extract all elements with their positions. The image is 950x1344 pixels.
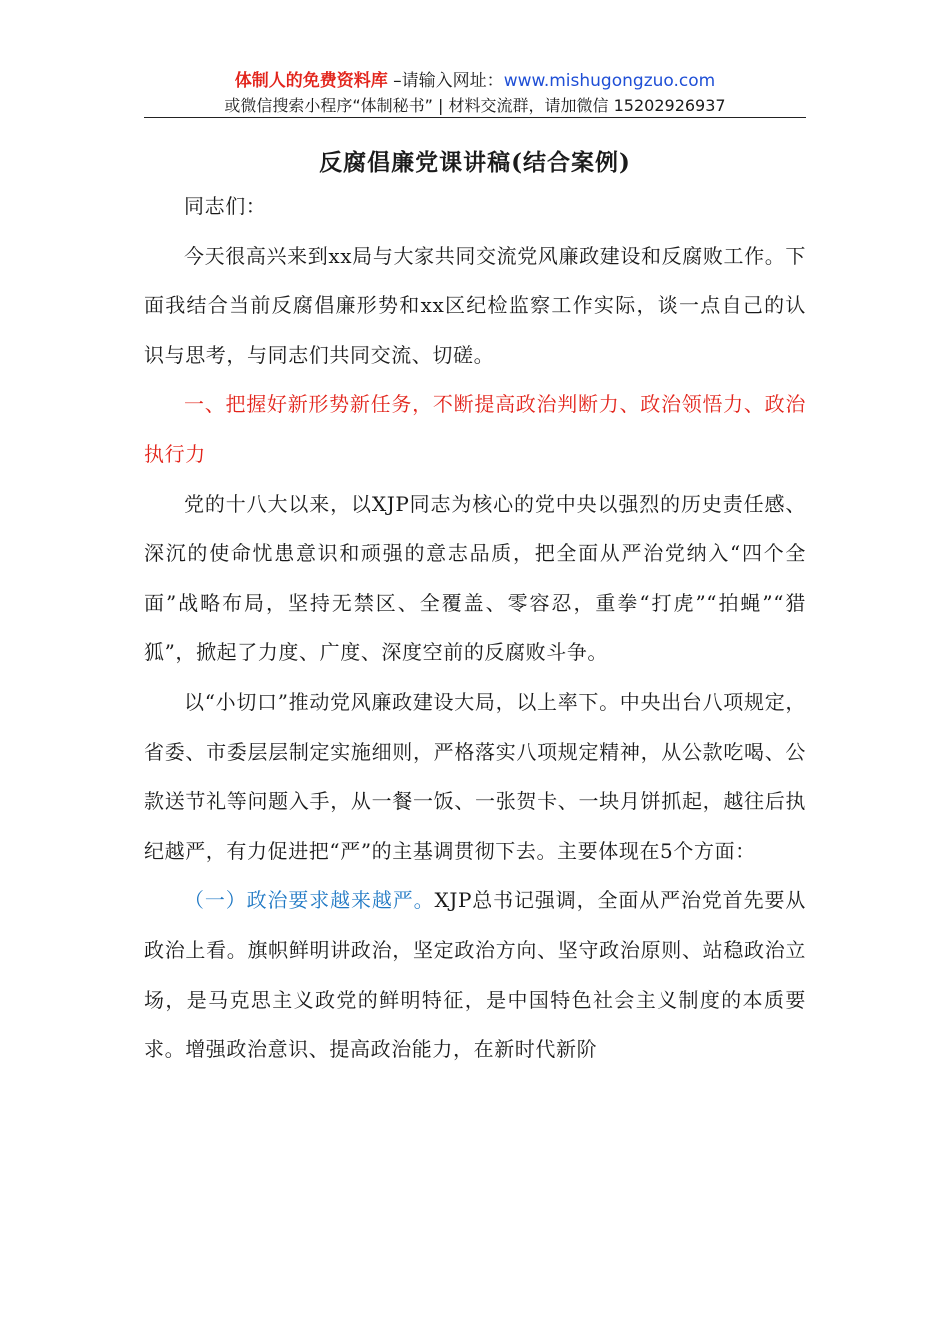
header-site-name: 体制人的免费资料库	[234, 71, 388, 91]
paragraph-1: 党的十八大以来，以XJP同志为核心的党中央以强烈的历史责任感、深沉的使命忧患意识和顽强的意志品质，把全面从严治党纳入“四个全面”战略布局，坚持无禁区、全覆盖、零容忍，重拳“打虎”“拍蝇”“猎狐”，掀起了力度、广度、深度空前的反腐败斗争。	[144, 491, 806, 665]
subsection-1-paragraph	[144, 876, 806, 1074]
document-title: 反腐倡廉党课讲稿(结合案例)	[319, 149, 631, 176]
header-line-1	[144, 68, 806, 94]
subsection-1-text: XJP总书记强调，全面从严治党首先要从政治上看。旗帜鲜明讲政治，坚定政治方向、坚守政治原则、站稳政治立场，是马克思主义政党的鲜明特征，是中国特色社会主义制度的本质要求。增强政治意识、提高政治能力，在新时代新阶	[144, 888, 806, 1062]
intro-paragraph: 今天很高兴来到xx局与大家共同交流党风廉政建设和反腐败工作。下面我结合当前反腐倡廉形势和xx区纪检监察工作实际，谈一点自己的认识与思考，与同志们共同交流、切磋。	[144, 243, 806, 367]
document-body	[144, 182, 806, 1075]
subsection-1-heading: （一）政治要求越来越严。	[184, 888, 435, 913]
paragraph-2: 以“小切口”推动党风廉政建设大局，以上率下。中央出台八项规定，省委、市委层层制定实施细则，严格落实八项规定精神，从公款吃喝、公款送节礼等问题入手，从一餐一饭、一张贺卡、一块月饼抓起，越往后执纪越严，有力促进把“严”的主基调贯彻下去。主要体现在5个方面：	[144, 689, 806, 863]
header-url-prompt: –请输入网址：	[387, 71, 504, 91]
page-header	[144, 68, 806, 118]
section-1-heading: 一、把握好新形势新任务，不断提高政治判断力、政治领悟力、政治执行力	[144, 392, 806, 466]
header-url-link[interactable]: www.mishugongzuo.com	[503, 71, 716, 91]
header-line-2: 或微信搜索小程序“体制秘书” | 材料交流群，请加微信 15202926937	[224, 96, 726, 115]
header-divider	[144, 117, 806, 118]
greeting: 同志们：	[184, 194, 267, 218]
